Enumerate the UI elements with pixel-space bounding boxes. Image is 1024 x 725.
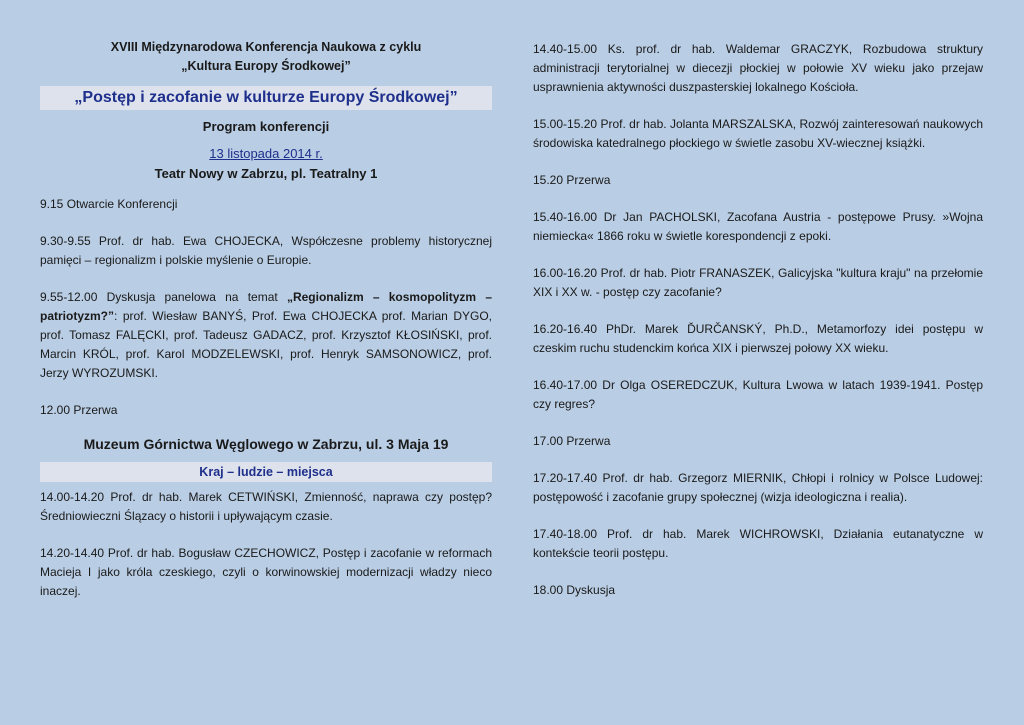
program-entry: 9.30-9.55 Prof. dr hab. Ewa CHOJECKA, Współczesne problemy historycznej pamięci – regionalizm i polskie myślenie o Europie. <box>40 234 492 267</box>
entry-text: : prof. Wiesław BANYŚ, Prof. Ewa CHOJECKA prof. Marian DYGO, prof. Tomasz FALĘCKI, prof. Tadeusz GADACZ, prof. Krzysztof KŁOSIŃSKI, prof. Marcin KRÓL, prof. Karol MODZELEWSKI, prof. Henryk SAMSONOWICZ, prof. Jerzy WYROZUMSKI. <box>40 309 492 380</box>
program-entry: 15.40-16.00 Dr Jan PACHOLSKI, Zacofana Austria - postępowe Prusy. »Wojna niemiecka« 1866 roku w świetle korespondencji z epoki. <box>533 210 983 243</box>
program-entry: 16.20-16.40 PhDr. Marek ĎURČANSKÝ, Ph.D., Metamorfozy idei postępu w czeskim ruchu studenckim końca XIX i pierwszej połowy XX wieku. <box>533 322 983 355</box>
venue-heading-2: Muzeum Górnictwa Węglowego w Zabrzu, ul. 3 Maja 19 <box>83 436 449 452</box>
program-entry: 16.00-16.20 Prof. dr hab. Piotr FRANASZEK, Galicyjska "kultura kraju" na przełomie XIX i XX w. - postęp czy zacofanie? <box>533 266 983 299</box>
program-entry: 18.00 Dyskusja <box>533 583 616 597</box>
program-entry: 17.00 Przerwa <box>533 434 611 448</box>
program-entry: 14.20-14.40 Prof. dr hab. Bogusław CZECHOWICZ, Postęp i zacofanie w reformach Macieja I jako króla czeskiego, czyli o korwinowskiej modernizacji władzy nieco inaczej. <box>40 546 492 598</box>
conference-title: „Postęp i zacofanie w kulturze Europy Środkowej” <box>40 86 492 110</box>
venue-heading: Teatr Nowy w Zabrzu, pl. Teatralny 1 <box>154 166 378 181</box>
program-entry: 9.15 Otwarcie Konferencji <box>40 197 178 211</box>
panel-topic: „Regionalizm – kosmopolityzm – patriotyzm?” <box>40 290 492 323</box>
section-heading: Kraj – ludzie – miejsca <box>40 462 492 482</box>
program-entry: 17.20-17.40 Prof. dr hab. Grzegorz MIERNIK, Chłopi i rolnicy w Polsce Ludowej: postępowość i zacofanie grupy społecznej (wizja ideologiczna i realia). <box>533 471 983 504</box>
program-entry: 12.00 Przerwa <box>40 403 118 417</box>
program-entry: 15.00-15.20 Prof. dr hab. Jolanta MARSZALSKA, Rozwój zainteresowań naukowych środowiska katedralnego płockiego w świetle zasobu XV-wiecznej książki. <box>533 117 983 150</box>
conference-series-name: „Kultura Europy Środkowej” <box>181 59 351 73</box>
conference-series-line: XVIII Międzynarodowa Konferencja Naukowa z cyklu <box>110 40 422 54</box>
entry-text: 9.55-12.00 Dyskusja panelowa na temat <box>40 290 287 304</box>
program-entry: 15.20 Przerwa <box>533 173 611 187</box>
program-entry: 17.40-18.00 Prof. dr hab. Marek WICHROWSKI, Działania eutanatyczne w kontekście teorii postępu. <box>533 527 983 560</box>
conference-date: 13 listopada 2014 r. <box>209 146 323 161</box>
program-entry: 14.40-15.00 Ks. prof. dr hab. Waldemar GRACZYK, Rozbudowa struktury administracji terytorialnej w diecezji płockiej w połowie XV wieku jako przejaw usprawnienia aktywności duszpasterskiej lokalnego Kościoła. <box>533 42 983 94</box>
right-column <box>533 40 983 600</box>
program-entry <box>40 288 492 383</box>
program-entry: 16.40-17.00 Dr Olga OSEREDCZUK, Kultura Lwowa w latach 1939-1941. Postęp czy regres? <box>533 378 983 411</box>
left-column <box>40 38 492 601</box>
program-entry: 14.00-14.20 Prof. dr hab. Marek CETWIŃSKI, Zmienność, naprawa czy postęp? Średniowieczni Ślązacy o historii i upływającym czasie. <box>40 490 492 523</box>
program-heading: Program konferencji <box>202 119 330 134</box>
